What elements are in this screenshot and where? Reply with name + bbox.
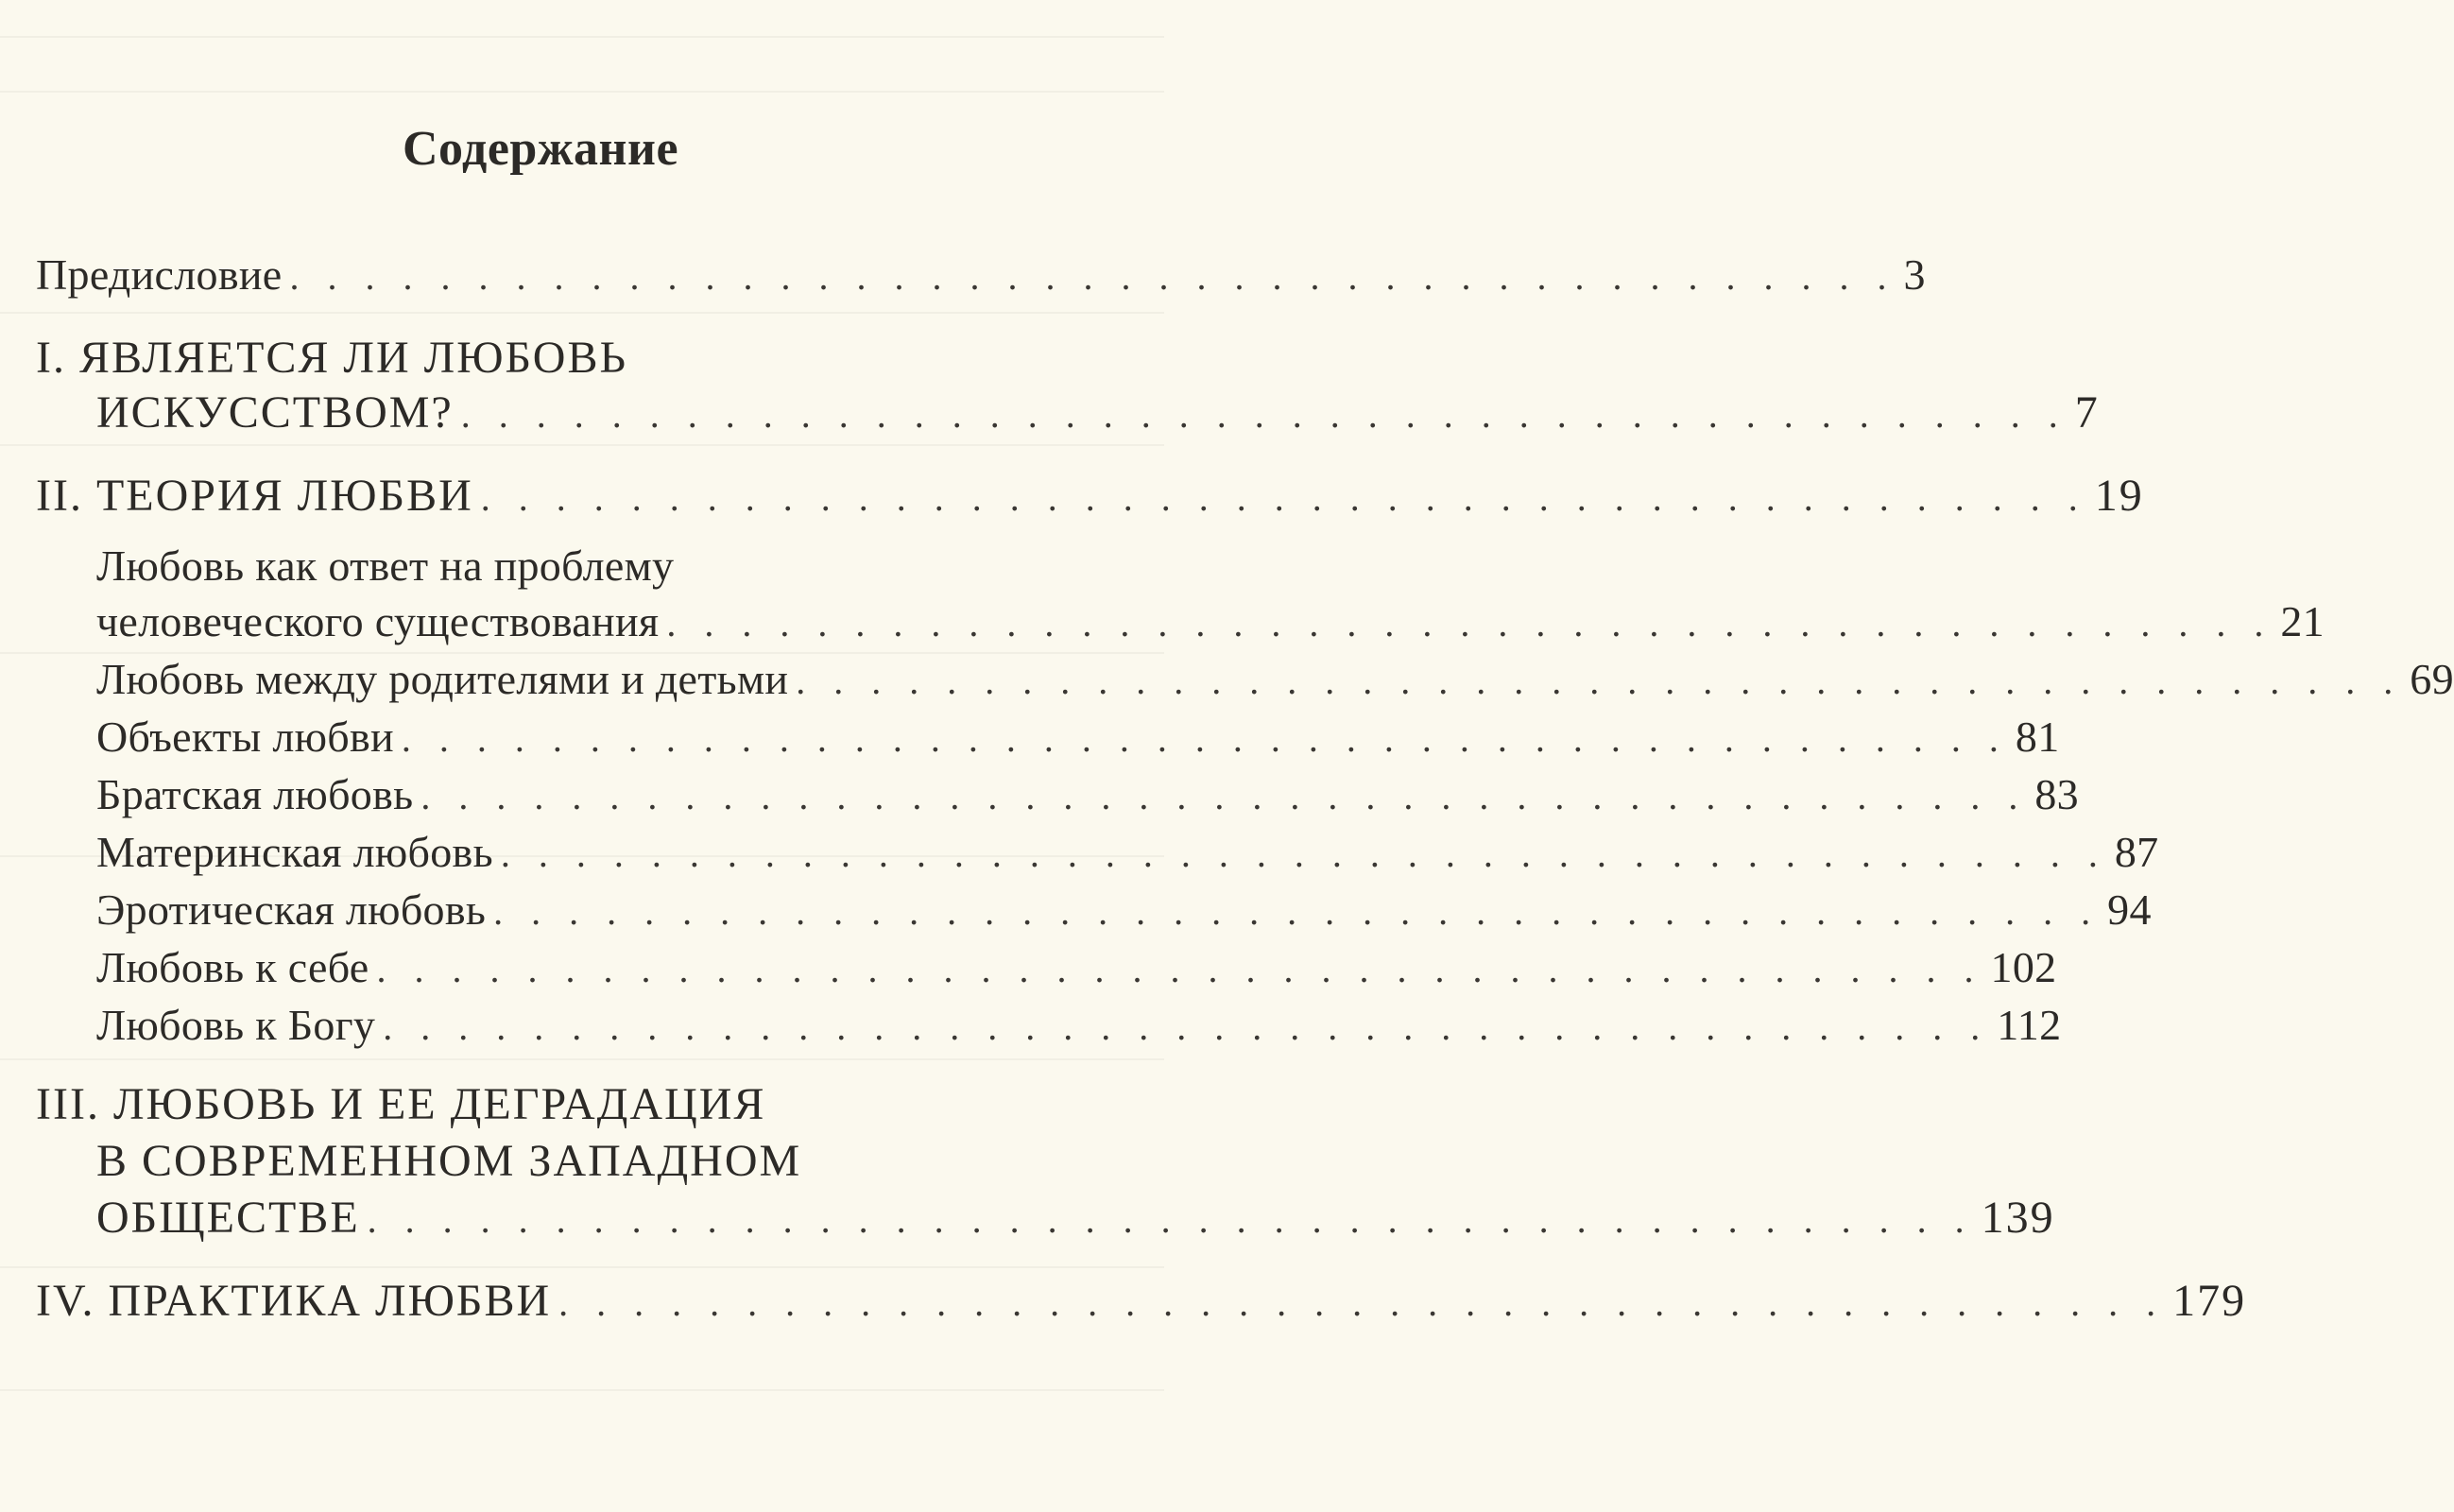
toc-leader: . . . . . . . . . . . . . . . . . . . . . . . . . . . . . . . . . . . . . . . . . . . [666, 602, 2274, 644]
toc-entry-label: человеческого существования [96, 597, 660, 645]
toc-entry[interactable] [36, 1077, 1045, 1132]
toc-entry-label: II. ТЕОРИЯ ЛЮБВИ [36, 471, 473, 521]
toc-entry-label: В СОВРЕМЕННОМ ЗАПАДНОМ [96, 1136, 802, 1186]
toc-page-number: 3 [1903, 250, 1926, 299]
toc-entry[interactable] [36, 248, 1926, 302]
toc-entry[interactable] [36, 469, 2144, 524]
toc-page-number: 21 [2280, 597, 2325, 645]
toc-leader: . . . . . . . . . . . . . . . . . . . . . . . . . . . . . . . . . . . . . . . . . . . [289, 255, 1896, 298]
toc-leader: . . . . . . . . . . . . . . . . . . . . . . . . . . . . . . . . . . . . . . . . . . . [383, 1005, 1990, 1048]
toc-entry-label: Любовь к себе [96, 943, 369, 991]
toc-subentry[interactable] [36, 940, 2057, 995]
toc-entry-label: ОБЩЕСТВЕ [96, 1193, 360, 1243]
toc-page-number: 179 [2172, 1276, 2247, 1326]
toc-page-number: 19 [2094, 471, 2144, 521]
toc-leader: . . . . . . . . . . . . . . . . . . . . . . . . . . . . . . . . . . . . . . . . . . . [796, 660, 2403, 702]
book-page [36, 0, 2454, 1512]
toc-page-number: 112 [1997, 1001, 2062, 1049]
toc-subentry[interactable] [36, 767, 2079, 822]
toc-subentry[interactable] [36, 883, 2152, 937]
toc-entry-continuation[interactable] [36, 1191, 2055, 1246]
toc-leader: . . . . . . . . . . . . . . . . . . . . . . . . . . . . . . . . . . . . . . . . . . . [493, 890, 2101, 933]
toc-entry-label: Объекты любви [96, 713, 394, 761]
toc-page-number: 69 [2410, 655, 2454, 703]
toc-leader: . . . . . . . . . . . . . . . . . . . . . . . . . . . . . . . . . . . . . . . . . . . [500, 833, 2107, 875]
toc-page-number: 102 [1990, 943, 2057, 991]
toc-entry-label: Любовь к Богу [96, 1001, 376, 1049]
toc-subentry[interactable] [36, 539, 1045, 593]
toc-entry-label: Предисловие [36, 250, 283, 299]
toc-page-number: 81 [2015, 713, 2060, 761]
toc-entry-label: III. ЛЮБОВЬ И ЕЕ ДЕГРАДАЦИЯ [36, 1079, 766, 1129]
toc-entry-label: Любовь между родителями и детьми [96, 655, 789, 703]
toc-subentry[interactable] [36, 652, 2454, 707]
toc-entry-label: Эротическая любовь [96, 885, 487, 934]
page-title: Содержание [402, 122, 679, 176]
toc-page-number: 139 [1981, 1193, 2055, 1243]
toc-page-number: 87 [2114, 828, 2159, 876]
toc-entry-label: IV. ПРАКТИКА ЛЮБВИ [36, 1276, 552, 1326]
toc-leader: . . . . . . . . . . . . . . . . . . . . . . . . . . . . . . . . . . . . . . . . . . . [480, 476, 2087, 519]
toc-leader: . . . . . . . . . . . . . . . . . . . . . . . . . . . . . . . . . . . . . . . . . . . [376, 948, 1983, 990]
toc-subentry[interactable] [36, 998, 2062, 1053]
toc-entry-label: ИСКУССТВОМ? [96, 387, 454, 438]
toc-entry-label: Любовь как ответ на проблему [96, 541, 675, 590]
toc-leader: . . . . . . . . . . . . . . . . . . . . . . . . . . . . . . . . . . . . . . . . . . . [420, 775, 2028, 817]
toc-page-number: 83 [2034, 770, 2079, 818]
toc-entry-continuation[interactable] [36, 1134, 1045, 1189]
toc-entry[interactable] [36, 331, 1045, 386]
toc-page-number: 7 [2074, 387, 2100, 438]
toc-page-number: 94 [2107, 885, 2152, 934]
toc-leader: . . . . . . . . . . . . . . . . . . . . . . . . . . . . . . . . . . . . . . . . . . . [558, 1281, 2166, 1324]
toc-entry-label: I. ЯВЛЯЕТСЯ ЛИ ЛЮБОВЬ [36, 333, 628, 383]
toc-subentry[interactable] [36, 594, 2325, 649]
toc-leader: . . . . . . . . . . . . . . . . . . . . . . . . . . . . . . . . . . . . . . . . . . . [401, 717, 2008, 760]
toc-leader: . . . . . . . . . . . . . . . . . . . . . . . . . . . . . . . . . . . . . . . . . . . [460, 393, 2068, 436]
toc-subentry[interactable] [36, 825, 2159, 880]
toc-entry[interactable] [36, 1274, 2247, 1329]
toc-entry-continuation[interactable] [36, 386, 2100, 440]
toc-entry-label: Братская любовь [96, 770, 414, 818]
toc-entry-label: Материнская любовь [96, 828, 493, 876]
toc-subentry[interactable] [36, 710, 2060, 765]
toc-leader: . . . . . . . . . . . . . . . . . . . . . . . . . . . . . . . . . . . . . . . . . . . [367, 1198, 1974, 1241]
